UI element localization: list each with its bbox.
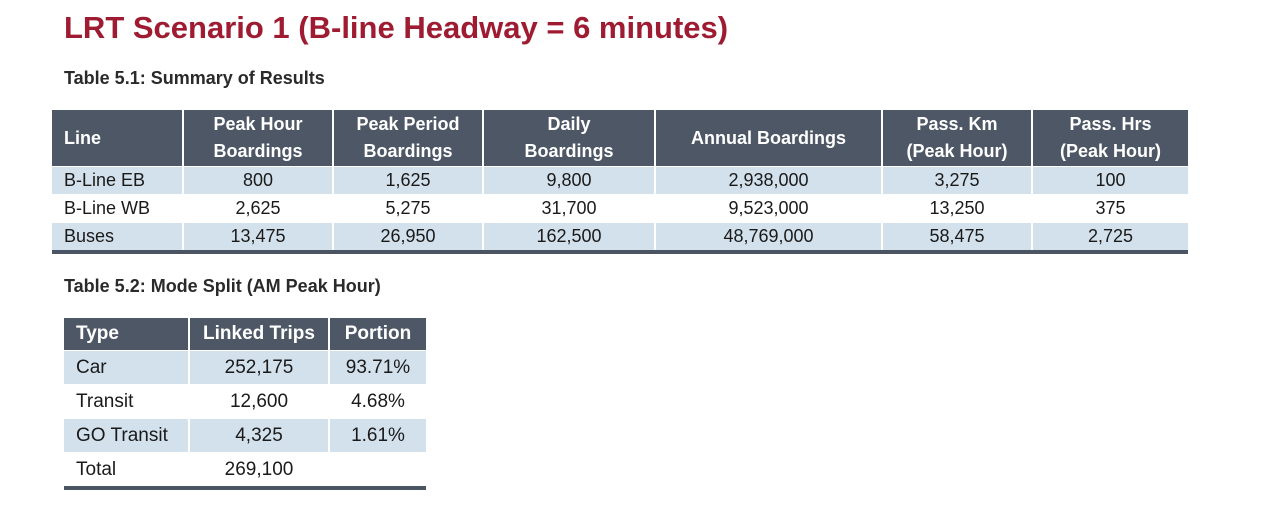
cell: 3,275 (882, 167, 1032, 195)
cell: 252,175 (189, 351, 329, 385)
cell: 2,938,000 (655, 167, 882, 195)
cell: 1,625 (333, 167, 483, 195)
header-pass-km: Pass. Km (Peak Hour) (882, 110, 1032, 167)
cell-line: Buses (52, 223, 183, 253)
table-row (52, 223, 1188, 253)
table-row (64, 385, 426, 419)
cell (329, 453, 426, 489)
cell: 48,769,000 (655, 223, 882, 253)
cell: 58,475 (882, 223, 1032, 253)
cell: 2,725 (1032, 223, 1188, 253)
cell: 5,275 (333, 195, 483, 223)
header-type: Type (64, 318, 189, 351)
cell: 800 (183, 167, 333, 195)
cell: 269,100 (189, 453, 329, 489)
cell-type: GO Transit (64, 419, 189, 453)
header-peak-hour-boardings: Peak Hour Boardings (183, 110, 333, 167)
cell: 1.61% (329, 419, 426, 453)
cell-type: Car (64, 351, 189, 385)
header-daily-boardings: Daily Boardings (483, 110, 655, 167)
summary-of-results-table (52, 110, 1188, 254)
cell: 12,600 (189, 385, 329, 419)
header-annual-boardings: Annual Boardings (655, 110, 882, 167)
cell: 93.71% (329, 351, 426, 385)
cell: 4,325 (189, 419, 329, 453)
cell-line: B-Line WB (52, 195, 183, 223)
cell-type: Transit (64, 385, 189, 419)
mode-split-table (64, 318, 426, 490)
header-line: Line (52, 110, 183, 167)
cell: 2,625 (183, 195, 333, 223)
cell-type: Total (64, 453, 189, 489)
header-portion: Portion (329, 318, 426, 351)
cell: 9,800 (483, 167, 655, 195)
cell: 162,500 (483, 223, 655, 253)
table-row (52, 195, 1188, 223)
table-row (64, 453, 426, 489)
cell: 4.68% (329, 385, 426, 419)
header-linked-trips: Linked Trips (189, 318, 329, 351)
table-5-1-caption: Table 5.1: Summary of Results (64, 68, 325, 88)
cell: 9,523,000 (655, 195, 882, 223)
header-peak-period-boardings: Peak Period Boardings (333, 110, 483, 167)
header-pass-hrs: Pass. Hrs (Peak Hour) (1032, 110, 1188, 167)
cell: 26,950 (333, 223, 483, 253)
cell: 31,700 (483, 195, 655, 223)
table-row (64, 351, 426, 385)
cell: 13,475 (183, 223, 333, 253)
table-row (64, 419, 426, 453)
cell: 13,250 (882, 195, 1032, 223)
table-row (52, 167, 1188, 195)
table-header-row (52, 110, 1188, 167)
page-title: LRT Scenario 1 (B-line Headway = 6 minutes) (64, 10, 729, 45)
cell: 100 (1032, 167, 1188, 195)
table-header-row (64, 318, 426, 351)
cell: 375 (1032, 195, 1188, 223)
cell-line: B-Line EB (52, 167, 183, 195)
table-5-2-caption: Table 5.2: Mode Split (AM Peak Hour) (64, 276, 381, 296)
